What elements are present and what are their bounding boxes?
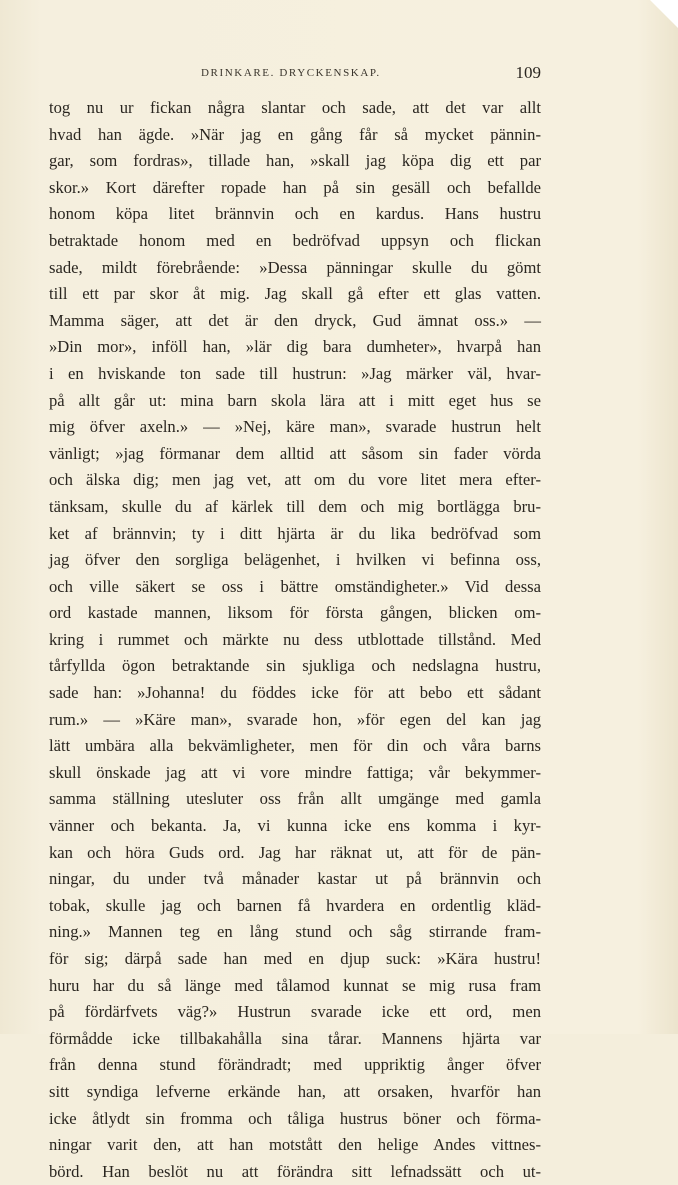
text-line: samma ställning utesluter oss från allt umgänge med gamla (49, 789, 541, 809)
text-line: ningar, du under två månader kastar ut på brännvin och (49, 869, 541, 889)
text-line: på allt går ut: mina barn skola lära att i mitt eget hus se (49, 390, 541, 410)
text-line: sade han: »Johanna! du föddes icke för att bebo ett sådant (49, 683, 541, 703)
text-line: från denna stund förändradt; med uppriktig ånger öfver (49, 1055, 541, 1075)
text-line: mig öfver axeln.» — »Nej, käre man», svarade hustrun helt (49, 417, 541, 437)
text-line: för sig; därpå sade han med en djup suck: »Kära hustru! (49, 949, 541, 968)
text-line: betraktade honom med en bedröfvad uppsyn och flickan (49, 230, 541, 250)
text-line: Mamma säger, att det är den dryck, Gud ämnat oss.» — (49, 310, 541, 330)
body-text (49, 95, 541, 1185)
text-line: vänner och bekanta. Ja, vi kunna icke ens komma i kyr- (49, 816, 541, 836)
text-line: tobak, skulle jag och barnen få hvardera en ordentlig kläd- (49, 895, 541, 915)
text-line: rum.» — »Käre man», svarade hon, »för egen del kan jag (49, 709, 541, 729)
text-line: ningar varit den, att han motstått den helige Andes vittnes- (49, 1135, 541, 1155)
text-line: på fördärfvets väg?» Hustrun svarade icke ett ord, men (49, 1002, 541, 1022)
text-line: och ville säkert se oss i bättre omständigheter.» Vid dessa (49, 576, 541, 596)
text-line: skor.» Kort därefter ropade han på sin gesäll och befallde (49, 177, 541, 197)
text-line: skull önskade jag att vi vore mindre fattiga; vår bekymmer- (49, 762, 541, 782)
text-line: tog nu ur fickan några slantar och sade, att det var allt (49, 98, 541, 117)
text-line: tårfyllda ögon betraktande sin sjukliga och nedslagna hustru, (49, 656, 541, 676)
text-line: »Din mor», inföll han, »lär dig bara dumheter», hvarpå han (49, 337, 541, 357)
text-line: hvad han ägde. »När jag en gång får så mycket pännin- (49, 124, 541, 144)
text-line: förmådde icke tillbakahålla sina tårar. Mannens hjärta var (49, 1028, 541, 1048)
text-line: sitt syndiga lefverne erkände han, att orsaken, hvarför han (49, 1081, 541, 1101)
text-line: jag öfver den sorgliga belägenhet, i hvilken vi befinna oss, (49, 550, 541, 570)
text-line: sade, mildt förebrående: »Dessa pänningar skulle du gömt (49, 257, 541, 277)
text-line: honom köpa litet brännvin och en kardus. Hans hustru (49, 204, 541, 224)
text-line: i en hviskande ton sade till hustrun: »Jag märker väl, hvar- (49, 363, 541, 383)
text-line: kan och höra Guds ord. Jag har räknat ut, att för de pän- (49, 842, 541, 862)
text-line: börd. Han beslöt nu att förändra sitt lefnadssätt och ut- (49, 1161, 541, 1181)
page-number: 109 (515, 63, 541, 82)
text-line: kring i rummet och märkte nu dess utblottade tillstånd. Med (49, 629, 541, 649)
running-head: DRINKARE. DRYCKENSKAP. (201, 67, 381, 79)
page-corner (650, 0, 678, 28)
text-line: ning.» Mannen teg en lång stund och såg stirrande fram- (49, 922, 541, 942)
text-line: huru har du så länge med tålamod kunnat se mig rusa fram (49, 975, 541, 995)
text-line: icke åtlydt sin fromma och tåliga hustrus böner och förma- (49, 1108, 541, 1128)
text-line: ket af brännvin; ty i ditt hjärta är du lika bedröfvad som (49, 523, 541, 543)
text-line: till ett par skor åt mig. Jag skall gå efter ett glas vatten. (49, 284, 541, 304)
text-line: tänksam, skulle du af kärlek till dem och mig bortlägga bru- (49, 496, 541, 516)
text-line: och älska dig; men jag vet, att om du vore litet mera efter- (49, 470, 541, 490)
page-header (49, 63, 541, 85)
text-line: gar, som fordras», tillade han, »skall jag köpa dig ett par (49, 151, 541, 171)
text-line: ord kastade mannen, liksom för första gången, blicken om- (49, 603, 541, 623)
text-line: lätt umbära alla bekvämligheter, men för din och våra barns (49, 736, 541, 756)
text-line: vänligt; »jag förmanar dem alltid att såsom sin fader vörda (49, 443, 541, 463)
